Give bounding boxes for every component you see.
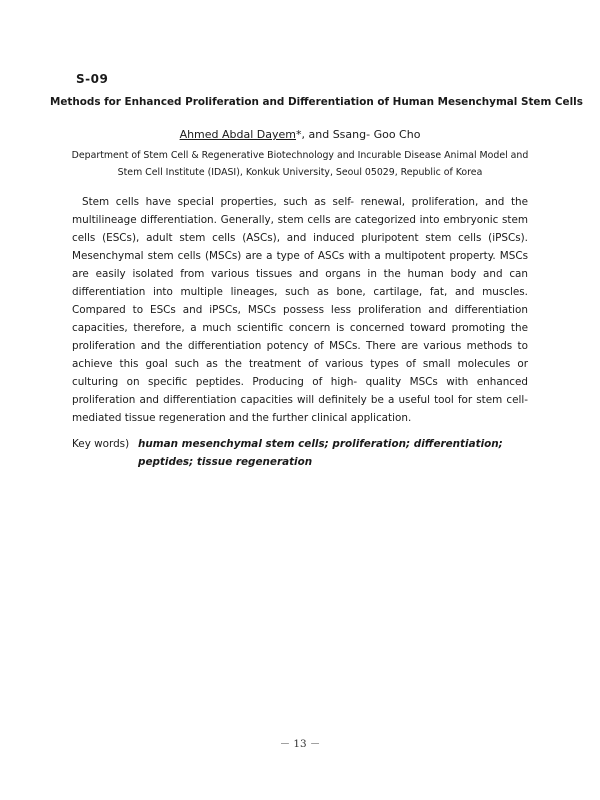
keywords-label: Key words)	[72, 438, 130, 450]
keywords-block	[72, 435, 530, 471]
co-authors: , and Ssang- Goo Cho	[301, 128, 421, 141]
affiliation-line-2: Stem Cell Institute (IDASI), Konkuk University, Seoul 05029, Republic of Korea	[117, 167, 483, 178]
presenting-author-mark: *	[296, 128, 302, 141]
session-code: S-09	[76, 72, 109, 86]
affiliation-line-1: Department of Stem Cell & Regenerative Biotechnology and Incurable Disease Animal Model and	[71, 150, 529, 161]
paper-title: Methods for Enhanced Proliferation and Differentiation of Human Mesenchymal Stem Cells	[50, 96, 583, 108]
keywords-values: human mesenchymal stem cells; proliferation; differentiation; peptides; tissue regeneration	[138, 438, 503, 468]
abstract-body: Stem cells have special properties, such as self- renewal, proliferation, and the multilineage differentiation. Generally, stem cells are categorized into embryonic stem cells (ESCs), adult stem cells (ASCs), and induced pluripotent stem cells (iPSCs). Mesenchymal stem cells (MSCs) are a type of ASCs with a multipotent property. MSCs are easily isolated from various tissues and organs in the human body and can differentiation into multiple lineages, such as bone, cartilage, fat, and muscles. Compared to ESCs and iPSCs, MSCs possess less proliferation and differentiation capacities, therefore, a much scientific concern is concerned toward promoting the proliferation and the differentiation potency of MSCs. There are various methods to achieve this goal such as the treatment of various types of small molecules or culturing on specific peptides. Producing of high- quality MSCs with enhanced proliferation and differentiation capacities will definitely be a useful tool for stem cell- mediated tissue regeneration and the further clinical application.	[72, 196, 528, 424]
page-number: － 13 －	[279, 738, 321, 750]
author-line	[0, 128, 600, 141]
presenting-author: Ahmed Abdal Dayem	[179, 128, 297, 141]
